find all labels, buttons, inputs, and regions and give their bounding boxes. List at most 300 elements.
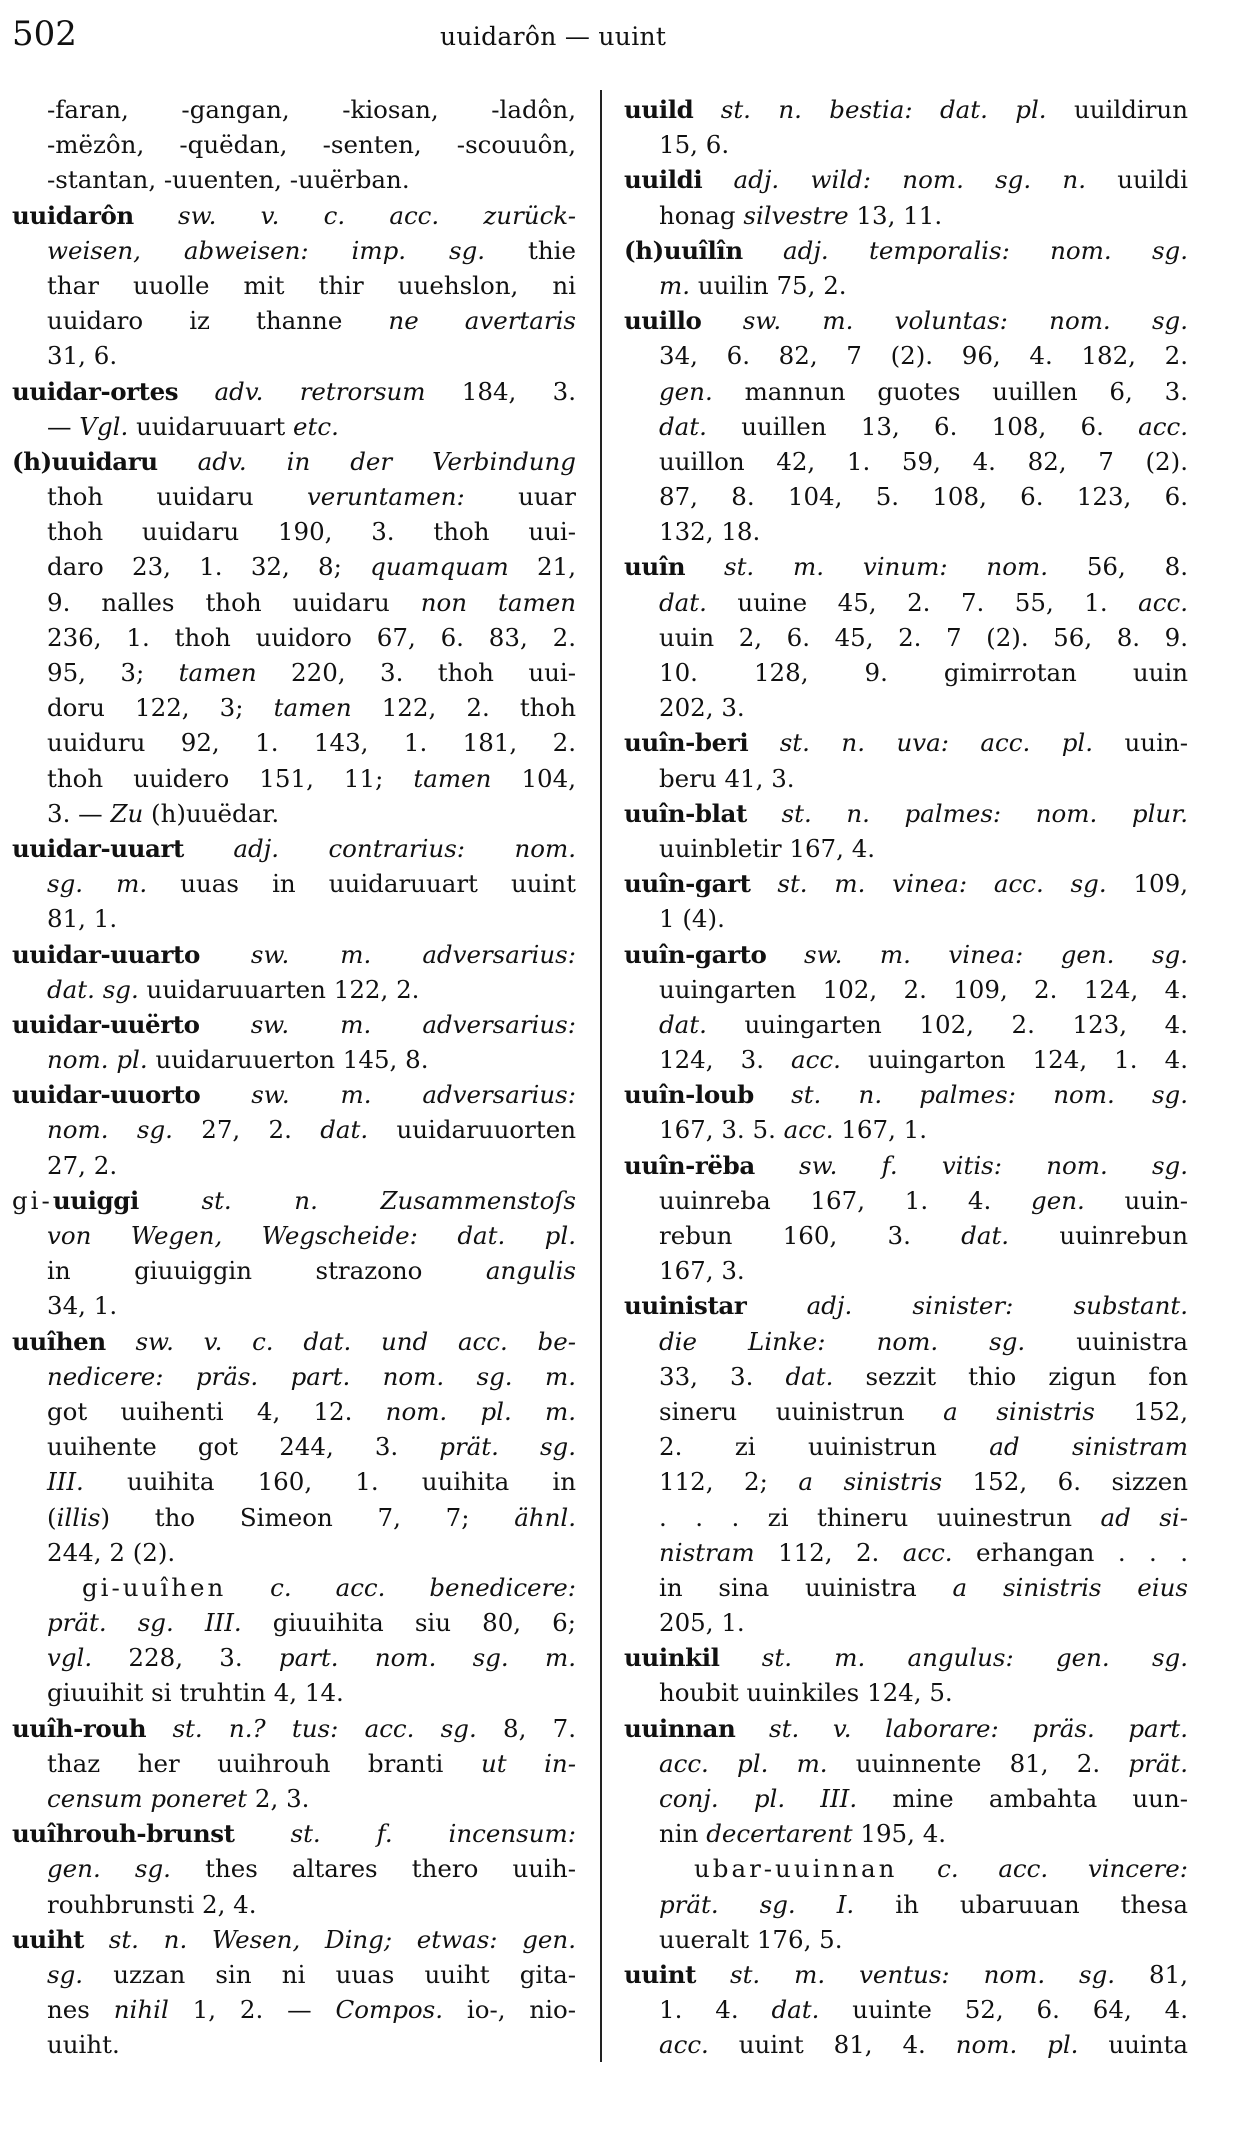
entry-line [624,1957,1188,1992]
roman-text: 167, 3. 5. [659,1115,784,1145]
headword: uuîhrouh-brunst [12,1819,235,1849]
italic-text: acc. pl. m. [659,1748,828,1778]
italic-text: sw. m. adversarius: [251,1080,576,1110]
text-line [12,1394,576,1429]
text-line [624,831,1188,866]
roman-text: io-, nio- [443,1995,577,2025]
text-line [12,514,576,549]
text-line [624,479,1188,514]
italic-text: st. n. uva: acc. pl. [779,728,1094,758]
italic-text: part. nom. sg. m. [278,1643,576,1673]
text-line [624,1324,1188,1359]
italic-text: etc. [293,411,339,441]
headword: uuint [624,1959,697,1989]
text-line [624,620,1188,655]
text-line [624,1781,1188,1816]
headword: uuidar-uuarto [12,939,200,969]
entry-line [624,549,1188,584]
roman-text: 8, 7. [476,1713,576,1743]
roman-text: uuildi [1085,165,1188,195]
roman-text: 228, 3. [92,1643,279,1673]
text-line [12,1957,576,1992]
spaced-headword: gi- [12,1185,53,1215]
roman-text [685,552,724,581]
roman-text: 3. — [47,798,111,828]
roman-text: uuidaruuorten [368,1115,577,1145]
roman-text: 27, 2. [47,1150,118,1180]
text-line [12,585,576,620]
roman-text: -faran, -gangan, -kiosan, -ladôn, [47,95,576,124]
roman-text: uuidaruuarten 122, 2. [138,974,420,1004]
text-line [12,1359,576,1394]
text-line [624,1500,1188,1535]
text-line [12,1288,576,1323]
entry-line [624,303,1188,338]
roman-text: giuuihita siu 80, 6; [241,1608,577,1638]
roman-text: erhangan . . . [952,1537,1188,1567]
roman-text: thoh uuidaru [47,482,307,512]
text-line [12,1992,576,2027]
roman-text: daro 23, 1. 32, 8; [47,552,371,582]
italic-text: adv. in der Verbindung [197,446,576,476]
italic-text: sw. v. c. acc. zurück- [178,200,576,230]
italic-text: illis [56,1502,101,1532]
roman-text [235,1819,291,1848]
italic-text: gen. sg. [47,1854,171,1884]
text-line [624,1464,1188,1499]
roman-text: uzzan sin ni uuas uuiht gita- [83,1959,576,1989]
roman-text [696,1960,730,1989]
italic-text: st. n. palmes: nom. plur. [781,798,1188,828]
roman-text: uuidaro iz thanne [47,306,389,336]
text-line [12,1851,576,1886]
roman-text: 195, 4. [852,1819,947,1849]
text-line [12,972,576,1007]
headword: uuiggi [52,1185,139,1215]
text-line [12,303,576,338]
roman-text: 81, 1. [47,904,118,934]
text-line [624,268,1188,303]
entry-line [12,937,576,972]
text-line [624,761,1188,796]
italic-text: st. n. bestia: dat. pl. [720,95,1047,124]
roman-text: uuinnente 81, 2. [827,1748,1129,1778]
text-line [12,690,576,725]
text-line [624,1112,1188,1147]
roman-text: thoh uuidaru 190, 3. thoh uui- [47,517,576,547]
text-line [624,1359,1188,1394]
italic-text: a sinistris [798,1467,943,1497]
entry-line [624,1288,1188,1323]
headword: uuîh-rouh [12,1713,147,1743]
italic-text: dat. [320,1115,369,1145]
roman-text: 13, 11. [848,200,943,230]
headword: uuîn-blat [624,798,747,828]
roman-text: sezzit thio zigun fon [833,1361,1189,1391]
roman-text: 33, 3. [659,1361,786,1391]
italic-text: acc. [1138,587,1188,617]
roman-text: 1. 4. [659,1995,772,2025]
entry-line [12,831,576,866]
text-line [624,1394,1188,1429]
italic-text: ähnl. [514,1502,576,1532]
roman-text: doru 122, 3; [47,693,274,723]
roman-text: 236, 1. thoh uuidoro 67, 6. 83, 2. [47,622,576,652]
italic-text: st. m. vinea: acc. sg. [777,869,1107,899]
spaced-headword: gi-uuîhen [82,1572,227,1602]
italic-text: nom. pl. m. [385,1396,577,1426]
italic-text: ut in- [480,1748,576,1778]
roman-text [897,1854,937,1883]
roman-text: 184, 3. [425,376,576,406]
roman-text [767,940,805,969]
roman-text [735,1714,769,1743]
text-line [12,1781,576,1816]
italic-text: st. m. vinum: nom. [724,552,1048,582]
text-line [624,374,1188,409]
text-line [624,409,1188,444]
entry-line [624,1077,1188,1112]
text-line [12,1675,576,1710]
headword: uuîn-rëba [624,1150,755,1180]
italic-text: sg. m. [47,869,148,899]
italic-text: m. [659,270,691,300]
text-line [624,901,1188,936]
italic-text: tamen [178,658,257,687]
entry-line [12,198,576,233]
italic-text: a sinistris [943,1396,1095,1426]
italic-text: dat. [659,587,707,617]
roman-text [200,1010,251,1039]
italic-text: prät. [1128,1748,1188,1778]
entry-line [12,1324,576,1359]
roman-text: uuin- [1093,728,1188,758]
text-line [12,1218,576,1253]
headword: uuinnan [624,1713,736,1743]
roman-text: uuas in uuidaruuart uuint [147,869,576,899]
italic-text: adj. wild: nom. sg. n. [733,165,1086,195]
roman-text: 202, 3. [659,693,745,723]
text-line [12,92,576,127]
roman-text [720,1643,762,1672]
italic-text: gen. [1031,1185,1085,1215]
italic-text: acc. [1138,411,1188,441]
roman-text: 112, 2; [659,1467,799,1497]
entry-line [624,92,1188,127]
text-line [624,127,1188,162]
roman-text [748,728,779,757]
italic-text: censum poneret [47,1784,248,1813]
italic-text: st. n.? tus: acc. sg. [172,1713,477,1743]
headword: uuîhen [12,1326,106,1356]
roman-text: uuingarton 124, 1. 4. [840,1045,1188,1075]
roman-text: in sina uuinistra [659,1572,953,1602]
headword: uuillo [624,306,702,336]
headword: uuîn-gart [624,869,751,899]
roman-text: 34, 1. [47,1291,118,1321]
roman-text: nin [659,1819,707,1849]
text-line [624,198,1188,233]
roman-text: uuint 81, 4. [708,2030,956,2060]
italic-text: st. n. Wesen, Ding; etwas: gen. [108,1924,576,1954]
roman-text: thie [485,235,577,265]
text-line [624,1851,1188,1886]
roman-text: uuidaruuerton 145, 8. [147,1045,429,1075]
italic-text: Vgl. [79,411,129,441]
roman-text: uuillon 42, 1. 59, 4. 82, 7 (2). [659,446,1188,476]
roman-text: — [47,411,80,441]
roman-text: uuiduru 92, 1. 143, 1. 181, 2. [47,728,576,758]
roman-text: uuinrebun [1009,1221,1188,1250]
italic-text: st. n. palmes: nom. sg. [791,1080,1189,1110]
page-number: 502 [12,14,77,54]
italic-text: nom. pl. [955,2030,1079,2060]
roman-text: giuuihit si truhtin 4, 14. [47,1678,344,1708]
italic-text: gen. [659,376,713,406]
text-line [12,1605,576,1640]
italic-text: prät. sg. [439,1432,577,1462]
entry-line [12,1007,576,1042]
text-line [12,1042,576,1077]
italic-text: dat. [659,411,707,441]
roman-text: thes altares thero uuih- [170,1854,576,1884]
italic-text: c. acc. benedicere: [270,1572,576,1602]
headword: uuiht [12,1924,85,1954]
column-right [624,92,1188,2063]
roman-text: 152, [1094,1396,1188,1426]
text-line [624,1816,1188,1851]
roman-text: 9. nalles thoh uuidaru [47,587,421,617]
italic-text: Compos. [335,1995,443,2025]
entry-line [12,374,576,409]
italic-text: veruntamen: [306,482,465,512]
italic-text: angulis [485,1256,576,1286]
text-line [12,796,576,831]
roman-text [702,306,743,335]
text-line [12,479,576,514]
italic-text: conj. pl. III. [659,1784,858,1813]
roman-text: uuinta [1078,2030,1188,2060]
roman-text: 152, 6. sizzen [942,1467,1188,1497]
headword: (h)uuîlîn [624,235,743,265]
text-line [12,1112,576,1147]
roman-text: nes [47,1995,114,2025]
headword: uuidar-uuorto [12,1080,201,1110]
italic-text: sw. m. voluntas: nom. sg. [742,306,1188,336]
roman-text: rouhbrunsti 2, 4. [47,1889,257,1919]
text-line [624,655,1188,690]
roman-text: sineru uuinistrun [659,1396,944,1426]
roman-text: 1 (4). [659,904,725,934]
roman-text: 112, 2. [754,1537,903,1567]
text-line [624,338,1188,373]
headword: uuidar-ortes [12,376,179,406]
italic-text: vgl. [47,1643,93,1673]
italic-text: a sinistris eius [952,1572,1188,1602]
headword: (h)uuidaru [12,446,158,476]
italic-text: sw. m. adversarius: [250,939,576,969]
italic-text: prät. sg. III. [47,1608,242,1638]
italic-text: quamquam [370,552,509,582]
entry-line [624,796,1188,831]
text-line [12,549,576,584]
roman-text: 244, 2 (2). [47,1537,176,1567]
roman-text [743,236,783,265]
italic-text: nihil [113,1995,169,2025]
roman-text: mannun guotes uuillen 6, 3. [712,376,1188,406]
roman-text: 220, 3. thoh uui- [256,658,577,687]
text-line [624,1183,1188,1218]
italic-text: silvestre [743,200,849,230]
headword: uuild [624,95,694,124]
text-line [12,1464,576,1499]
roman-text: 34, 6. 82, 7 (2). 96, 4. 182, 2. [659,341,1188,371]
roman-text: 81, [1115,1959,1188,1989]
italic-text: st. m. ventus: nom. sg. [730,1959,1116,1989]
italic-text: tamen [273,693,352,723]
roman-text: 104, [491,763,577,793]
italic-text: dat. [771,1995,820,2025]
headword: uuinkil [624,1643,720,1673]
entry-line [12,444,576,479]
italic-text: nom. pl. [47,1045,148,1075]
italic-text: von Wegen, Wegscheide: dat. pl. [47,1221,576,1250]
text-line [12,127,576,162]
roman-text [200,940,251,969]
roman-text: rebun 160, 3. [659,1221,962,1250]
text-line [624,1218,1188,1253]
italic-text: nedicere: präs. part. nom. sg. m. [47,1361,576,1391]
italic-text: acc. [902,1537,953,1567]
italic-text: prät. sg. I. [659,1889,855,1919]
text-line [624,1922,1188,1957]
roman-text: ) tho Simeon 7, 7; [100,1502,515,1532]
text-line [12,1887,576,1922]
roman-text [746,1291,806,1320]
headword: uuîn [624,552,686,582]
roman-text [178,377,214,406]
roman-text: ( [47,1502,57,1532]
headword: uuîn-loub [624,1080,754,1110]
italic-text: dat. [659,1009,707,1039]
roman-text: ih ubaruuan thesa [854,1889,1188,1919]
column-rule [600,90,602,2062]
roman-text: uuar [464,482,576,512]
running-head: uuidarôn — uuint [440,22,667,51]
roman-text: thar uuolle mit thir uuehslon, ni [47,270,576,300]
text-line [12,1148,576,1183]
text-line [12,1500,576,1535]
roman-text [184,834,233,863]
roman-text [226,1573,270,1602]
italic-text: st. m. angulus: gen. sg. [761,1643,1188,1673]
headword: uuîn-garto [624,939,767,969]
headword: uuildi [624,165,703,195]
italic-text: die Linke: nom. sg. [659,1326,1026,1356]
entry-line [624,1640,1188,1675]
roman-text: 122, 2. thoh [351,693,576,723]
roman-text: uuine 45, 2. 7. 55, 1. [706,587,1139,617]
roman-text [702,165,733,194]
roman-text [139,1186,202,1215]
roman-text: 205, 1. [659,1608,745,1638]
roman-text: -mëzôn, -quëdan, -senten, -scouuôn, [47,130,576,160]
roman-text: uuiht. [47,2030,120,2060]
roman-text: uuildirun [1046,95,1188,124]
roman-text [200,1080,251,1109]
roman-text [84,1925,109,1954]
text-line [12,1570,576,1605]
roman-text [146,1714,172,1743]
entry-line [12,1077,576,1112]
italic-text: decertarent [706,1819,853,1849]
roman-text: 2, 3. [247,1784,310,1813]
roman-text [751,869,778,898]
italic-text: III. [47,1467,84,1497]
roman-text: got uuihenti 4, 12. [47,1396,386,1426]
roman-text: 10. 128, 9. gimirrotan uuin [659,658,1188,687]
text-line [12,409,576,444]
italic-text: dat. sg. [47,974,139,1004]
roman-text: uuingarten 102, 2. 109, 2. 124, 4. [659,974,1188,1004]
text-line [12,233,576,268]
roman-text: 27, 2. [172,1115,321,1145]
entry-line [12,1183,576,1218]
roman-text [106,1327,136,1356]
text-line [624,1042,1188,1077]
text-line [12,866,576,901]
headword: uuîn-beri [624,728,749,758]
text-line [624,514,1188,549]
italic-text: ad sinistram [989,1432,1188,1462]
entry-line [624,937,1188,972]
roman-text: uuillen 13, 6. 108, 6. [706,411,1139,441]
italic-text: Zu [110,798,144,828]
roman-text: (h)uuëdar. [143,798,280,828]
italic-text: c. acc. vincere: [937,1854,1188,1884]
roman-text [134,201,178,230]
roman-text: 132, 18. [659,517,761,547]
roman-text: 167, 3. [659,1256,745,1286]
entry-line [624,1148,1188,1183]
italic-text: nistram [659,1537,755,1567]
roman-text [755,1151,799,1180]
roman-text: -stantan, -uuenten, -uuërban. [47,165,410,195]
roman-text: uuinbletir 167, 4. [659,833,876,863]
italic-text: acc. [783,1115,834,1145]
roman-text: uueralt 176, 5. [659,1924,843,1954]
roman-text: 2. zi uuinistrun [659,1432,990,1462]
italic-text: st. v. laborare: präs. part. [769,1713,1188,1743]
roman-text: 109, [1106,869,1188,899]
roman-text: houbit uuinkiles 124, 5. [659,1678,953,1708]
text-line [12,901,576,936]
text-line [624,1535,1188,1570]
roman-text [693,95,720,124]
roman-text: beru 41, 3. [659,763,795,793]
italic-text: non tamen [420,587,576,617]
entry-line [12,1922,576,1957]
text-line [12,338,576,373]
entry-line [624,233,1188,268]
text-line [12,2027,576,2062]
headword: uuidar-uuërto [12,1009,200,1039]
italic-text: dat. [961,1221,1010,1250]
italic-text: weisen, abweisen: imp. sg. [47,235,486,265]
roman-text: uuilin 75, 2. [690,270,847,300]
roman-text: 21, [508,552,576,582]
text-line [12,725,576,760]
